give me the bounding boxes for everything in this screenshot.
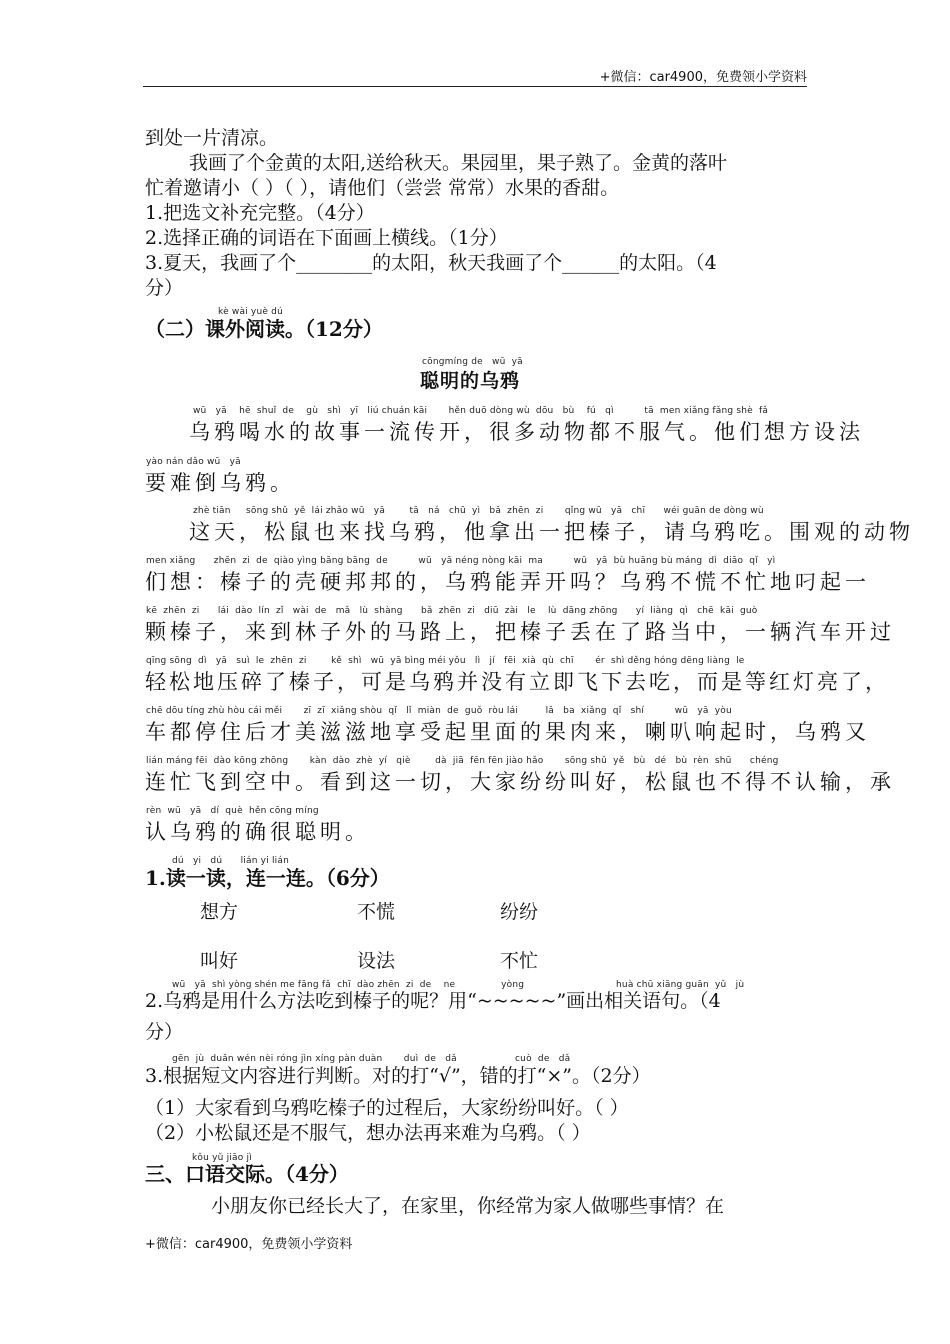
match-word: 想方 <box>200 901 239 923</box>
story-line-6: 轻松地压碎了榛子，可是乌鸦并没有立即飞下去吃，而是等红灯亮了， <box>145 670 889 694</box>
section2-heading: （二）课外阅读。（12分） <box>145 317 383 341</box>
question2-pinyin: wū yā shì yòng shén me fāng fǎ chī dào zhēn zi de ne yòng huà chū xiāng guān yǔ jù <box>172 980 745 990</box>
match-word: 叫好 <box>200 950 239 972</box>
prev-question-3: 3.夏天，我画了个________的太阳，秋天我画了个______的太阳。（4 <box>145 252 717 274</box>
prev-line-3: 忙着邀请小（ ）（ ），请他们（尝尝 常常）水果的香甜。 <box>145 177 620 199</box>
story-line-3-pinyin: zhè tiān sōng shǔ yě lái zhǎo wū yā tā ná chū yì bǎ zhēn zi qǐng wū yā chī wéi guān de dòng wù <box>193 506 764 516</box>
section3-heading: 三、口语交际。（4分） <box>145 1162 349 1186</box>
question3: 3.根据短文内容进行判断。对的打“√”，错的打“×”。（2分） <box>145 1065 651 1087</box>
question3-pinyin: gēn jù duǎn wén nèi róng jìn xíng pàn duàn duì de dǎ cuò de dǎ <box>172 1054 571 1064</box>
prev-question-2: 2.选择正确的词语在下面画上横线。（1分） <box>145 227 508 249</box>
story-line-7: 车都停住后才美滋滋地享受起里面的果肉来，喇叭响起时，乌鸦又 <box>145 720 870 744</box>
story-line-1-pinyin: wū yā hē shuǐ de gù shì yī liú chuán kāi hěn duō dòng wù dōu bù fú qì tā men xiǎng fǎng shè fǎ <box>193 406 769 416</box>
question1: 1.读一读，连一连。（6分） <box>145 866 390 890</box>
question3-item-2: （2）小松鼠还是不服气，想办法再来难为乌鸦。（ ） <box>145 1122 591 1144</box>
story-line-6-pinyin: qīng sōng dì yā suì le zhēn zi kě shì wū yā bìng méi yǒu lì jí fēi xià qù chī ér shì děng hóng dēng liàng le <box>146 656 745 666</box>
question3-item-1: （1）大家看到乌鸦吃榛子的过程后，大家纷纷叫好。（ ） <box>145 1097 629 1119</box>
question2: 2.乌鸦是用什么方法吃到榛子的呢？用“~~~~~”画出相关语句。（4 <box>145 990 721 1012</box>
prev-question-3-cont: 分） <box>145 277 184 299</box>
story-line-9: 认乌鸦的确很聪明。 <box>145 820 370 844</box>
story-line-4-pinyin: men xiǎng zhēn zi de qiào yìng bāng bāng de wū yā néng nòng kāi ma wū yā bù huāng bù máng dì diāo qǐ yì <box>146 556 776 566</box>
story-title: 聪明的乌鸦 <box>420 370 521 392</box>
question1-pinyin: dú yi dú lián yi lián <box>172 856 289 866</box>
story-title-pinyin: cōngmíng de wū yā <box>422 357 523 367</box>
header-text: +微信：car4900，免费领小学资料 <box>599 70 807 85</box>
story-line-3: 这天，松鼠也来找乌鸦，他拿出一把榛子，请乌鸦吃。围观的动物 <box>189 520 914 544</box>
story-line-8: 连忙飞到空中。看到这一切，大家纷纷叫好，松鼠也不得不认输，承 <box>145 770 895 794</box>
story-line-5: 颗榛子，来到林子外的马路上，把榛子丢在了路当中，一辆汽车开过 <box>145 620 895 644</box>
header-rule <box>143 86 807 87</box>
story-line-7-pinyin: chē dōu tíng zhù hòu cái měi zī zī xiǎng shòu qǐ lǐ miàn de guǒ ròu lái lǎ ba xiǎng qǐ shí wū yā yòu <box>146 706 732 716</box>
story-line-2-pinyin: yào nán dǎo wū yā <box>146 457 241 467</box>
match-word: 纷纷 <box>500 901 539 923</box>
story-line-2: 要难倒乌鸦。 <box>145 471 295 495</box>
footer-text: +微信：car4900，免费领小学资料 <box>145 1237 353 1252</box>
match-word: 不慌 <box>357 901 396 923</box>
story-line-1: 乌鸦喝水的故事一流传开，很多动物都不服气。他们想方设法 <box>189 420 864 444</box>
story-line-5-pinyin: kē zhēn zi lái dào lín zǐ wài de mǎ lù shàng bǎ zhēn zi diū zài le lù dāng zhōng yí liàng qì chē kāi guò <box>146 606 758 616</box>
prev-line-2: 我画了个金黄的太阳,送给秋天。果园里，果子熟了。金黄的落叶 <box>189 152 728 174</box>
match-word: 设法 <box>357 950 396 972</box>
prev-line-1: 到处一片清凉。 <box>145 127 279 149</box>
story-line-9-pinyin: rèn wū yā dí què hěn cōng míng <box>146 806 319 816</box>
story-line-4: 们想：榛子的壳硬邦邦的，乌鸦能弄开吗？乌鸦不慌不忙地叼起一 <box>145 570 870 594</box>
match-word: 不忙 <box>500 950 539 972</box>
section3-pinyin: kǒu yǔ jiāo jì <box>192 1153 252 1163</box>
question2-cont: 分） <box>145 1021 184 1043</box>
section3-paragraph: 小朋友你已经长大了，在家里，你经常为家人做哪些事情？在 <box>211 1195 725 1217</box>
story-line-8-pinyin: lián máng fēi dào kōng zhōng kàn dào zhè yí qiè dà jiā fēn fēn jiào hǎo sōng shǔ yě bù dé bù rèn shū chéng <box>146 756 779 766</box>
prev-question-1: 1.把选文补充完整。（4分） <box>145 202 375 224</box>
section2-pinyin: kè wài yuè dú <box>218 307 283 317</box>
